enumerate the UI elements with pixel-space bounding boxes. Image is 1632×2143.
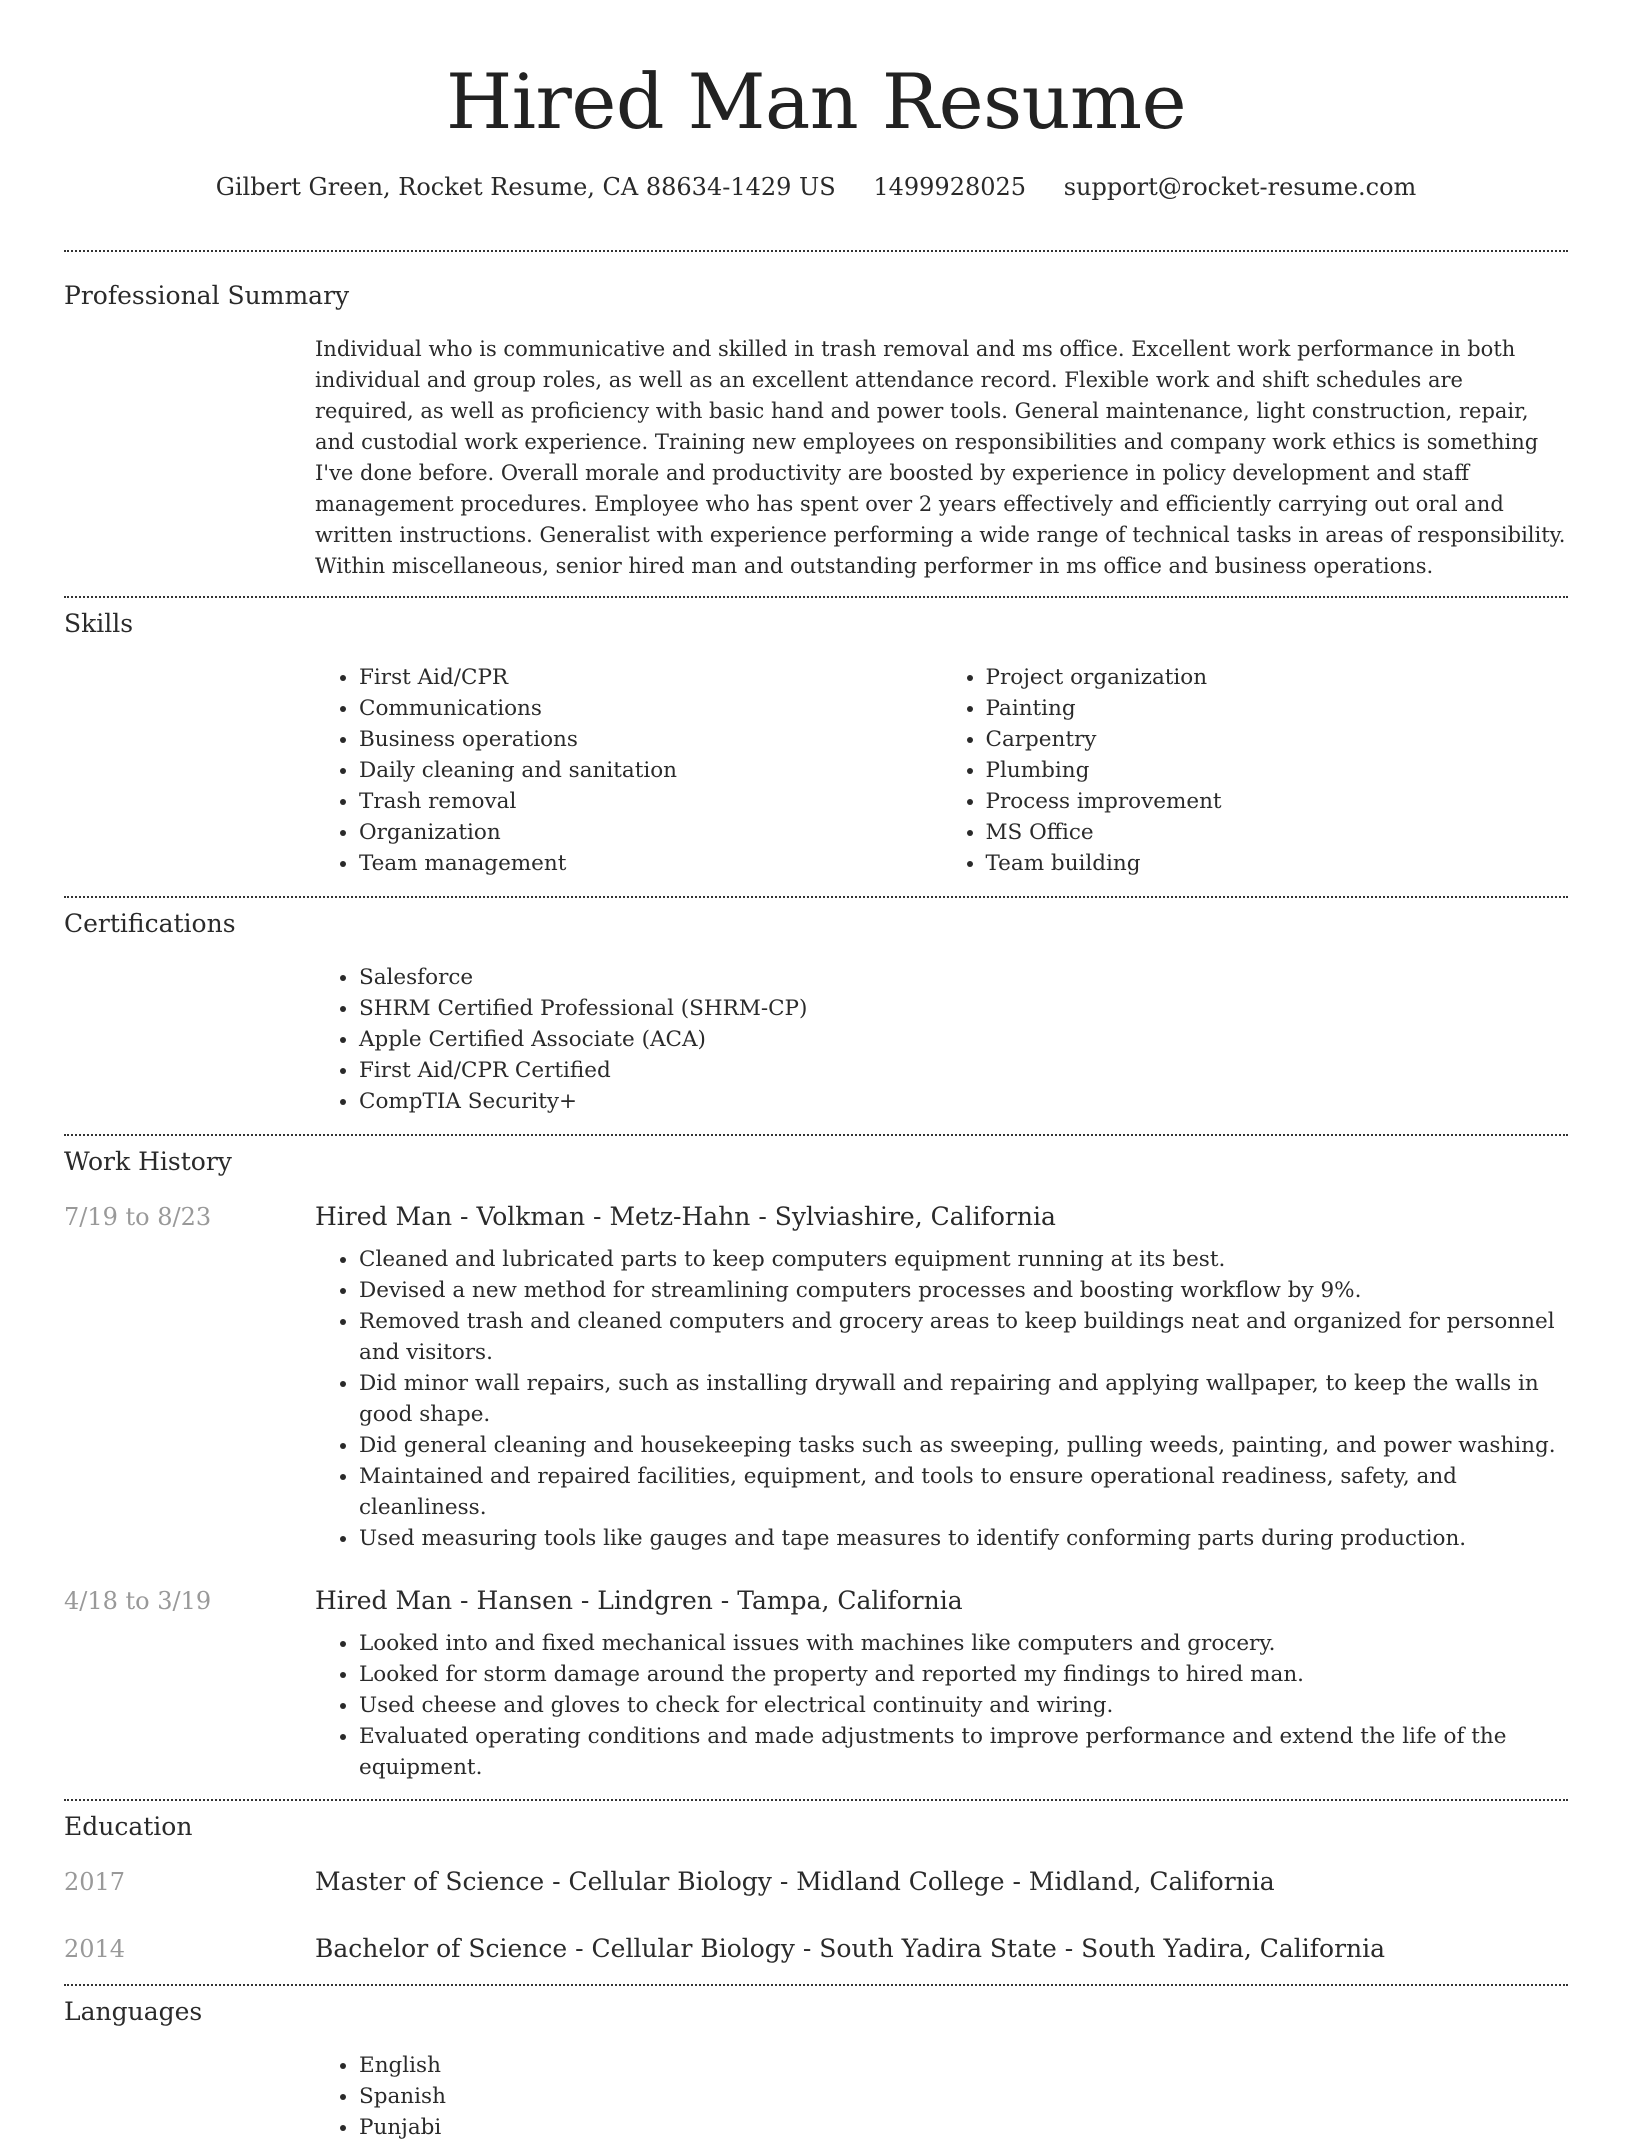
- skills-section: [64, 598, 1568, 879]
- address: Gilbert Green, Rocket Resume, CA 88634-1429 US: [215, 173, 836, 201]
- job-bullet: • Used measuring tools like gauges and tape measures to identify conforming parts during production.: [359, 1523, 1568, 1554]
- resume-title: Hired Man Resume: [445, 57, 1187, 146]
- education-date: 2017: [64, 1868, 126, 1896]
- certification-item: • Salesforce: [359, 962, 1568, 993]
- email: support@rocket-resume.com: [1063, 173, 1417, 201]
- language-item: • English: [359, 2050, 1568, 2081]
- job-date: 4/18 to 3/19: [64, 1587, 212, 1615]
- job-bullets: [315, 1244, 1568, 1554]
- certification-item: • First Aid/CPR Certified: [359, 1055, 1568, 1086]
- skill-item: • Plumbing: [986, 755, 1569, 786]
- section-title-languages: Languages: [64, 1997, 203, 2026]
- job-title: Hired Man - Volkman - Metz-Hahn - Sylviashire, California: [315, 1202, 1056, 1231]
- certification-item: • SHRM Certified Professional (SHRM-CP): [359, 993, 1568, 1024]
- skill-item: • Daily cleaning and sanitation: [359, 755, 942, 786]
- language-item: • Punjabi: [359, 2112, 1568, 2143]
- skill-item: • Business operations: [359, 724, 942, 755]
- job-entry: [64, 1200, 1568, 1554]
- section-title-education: Education: [64, 1812, 193, 1841]
- job-bullet: • Did general cleaning and housekeeping tasks such as sweeping, pulling weeds, painting, and power washing.: [359, 1430, 1568, 1461]
- job-title: Hired Man - Hansen - Lindgren - Tampa, California: [315, 1586, 963, 1615]
- job-bullet: • Devised a new method for streamlining computers processes and boosting workflow by 9%.: [359, 1275, 1568, 1306]
- languages-list: [315, 2050, 1568, 2143]
- skill-item: • Organization: [359, 817, 942, 848]
- job-bullets: [315, 1628, 1568, 1783]
- skill-item: • MS Office: [986, 817, 1569, 848]
- section-title-work: Work History: [64, 1147, 232, 1176]
- skill-item: • Process improvement: [986, 786, 1569, 817]
- skill-item: • Project organization: [986, 662, 1569, 693]
- skill-item: • Carpentry: [986, 724, 1569, 755]
- job-bullet: • Evaluated operating conditions and made adjustments to improve performance and extend the life of the equipment.: [359, 1721, 1568, 1783]
- section-title-summary: Professional Summary: [64, 281, 350, 310]
- job-bullet: • Removed trash and cleaned computers and grocery areas to keep buildings neat and organized for personnel and visitors.: [359, 1306, 1568, 1368]
- certification-item: • CompTIA Security+: [359, 1086, 1568, 1117]
- contact-line: [64, 170, 1568, 204]
- education-date: 2014: [64, 1935, 126, 1963]
- job-bullet: • Looked into and fixed mechanical issues with machines like computers and grocery.: [359, 1628, 1568, 1659]
- work-section: [64, 1136, 1568, 1783]
- languages-section: [64, 1986, 1568, 2143]
- skill-item: • First Aid/CPR: [359, 662, 942, 693]
- language-item: • Spanish: [359, 2081, 1568, 2112]
- job-bullet: • Looked for storm damage around the property and reported my findings to hired man.: [359, 1659, 1568, 1690]
- job-date: 7/19 to 8/23: [64, 1203, 212, 1231]
- section-title-skills: Skills: [64, 609, 134, 638]
- job-bullet: • Cleaned and lubricated parts to keep computers equipment running at its best.: [359, 1244, 1568, 1275]
- summary-text: Individual who is communicative and skilled in trash removal and ms office. Excellent work performance in both individual and group roles, as well as an excellent attendance record. Flexible work and shift schedules are required, as well as proficiency with basic hand and power tools. General maintenance, light construction, repair, and custodial work experience. Training new employees on responsibilities and company work ethics is something I've done before. Overall morale and productivity are boosted by experience in policy development and staff management procedures. Employee who has spent over 2 years effectively and efficiently carrying out oral and written instructions. Generalist with experience performing a wide range of technical tasks in areas of responsibility. Within miscellaneous, senior hired man and outstanding performer in ms office and business operations.: [315, 337, 1566, 578]
- education-title: Master of Science - Cellular Biology - Midland College - Midland, California: [315, 1867, 1275, 1896]
- skill-item: • Team management: [359, 848, 942, 879]
- certifications-list: [315, 962, 1568, 1117]
- job-entry: [64, 1584, 1568, 1783]
- skills-list-left: [315, 662, 942, 879]
- education-entry: [64, 1932, 1568, 1966]
- resume-page: [64, 0, 1568, 2143]
- certifications-section: [64, 898, 1568, 1117]
- skill-item: • Trash removal: [359, 786, 942, 817]
- summary-section: [64, 252, 1568, 582]
- skills-list-right: [942, 662, 1569, 879]
- section-title-certifications: Certifications: [64, 909, 236, 938]
- skill-item: • Painting: [986, 693, 1569, 724]
- skill-item: • Communications: [359, 693, 942, 724]
- certification-item: • Apple Certified Associate (ACA): [359, 1024, 1568, 1055]
- education-entry: [64, 1865, 1568, 1899]
- education-section: [64, 1801, 1568, 1966]
- phone: 1499928025: [873, 173, 1027, 201]
- job-bullet: • Used cheese and gloves to check for electrical continuity and wiring.: [359, 1690, 1568, 1721]
- job-bullet: • Maintained and repaired facilities, equipment, and tools to ensure operational readiness, safety, and cleanliness.: [359, 1461, 1568, 1523]
- skill-item: • Team building: [986, 848, 1569, 879]
- education-title: Bachelor of Science - Cellular Biology - South Yadira State - South Yadira, California: [315, 1934, 1386, 1963]
- job-bullet: • Did minor wall repairs, such as installing drywall and repairing and applying wallpaper, to keep the walls in good shape.: [359, 1368, 1568, 1430]
